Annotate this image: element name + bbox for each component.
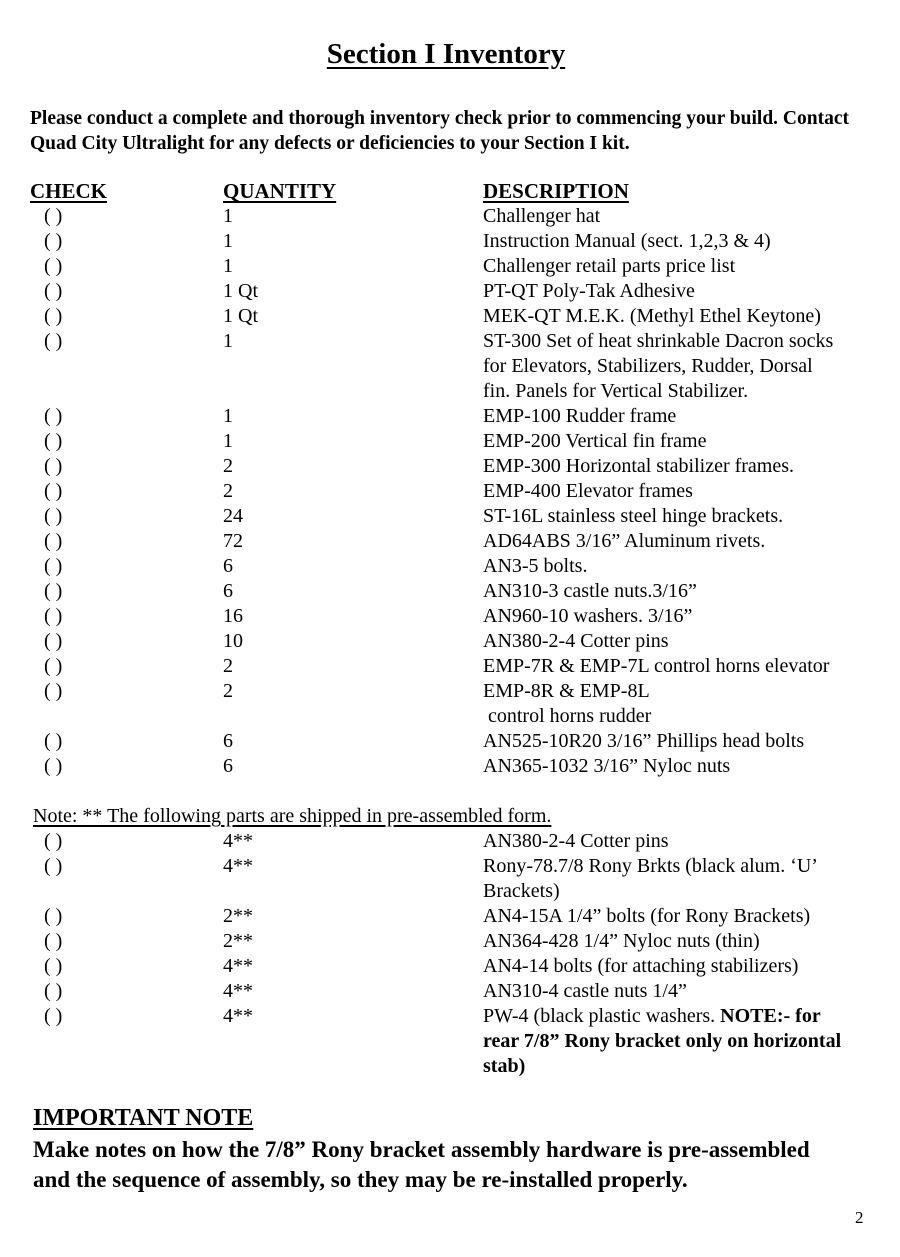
check-box[interactable]: ( ) xyxy=(44,280,63,302)
check-box[interactable]: ( ) xyxy=(44,580,63,602)
inventory-row xyxy=(0,654,900,679)
important-note-body: Make notes on how the 7/8” Rony bracket assembly hardware is pre-assembled and the sequence of assembly, so they may be re-installed properly. xyxy=(33,1137,810,1192)
inventory-row xyxy=(0,1004,900,1079)
header-quantity: QUANTITY xyxy=(223,179,337,203)
quantity: 2** xyxy=(223,930,253,952)
description-line: EMP-8R & EMP-8L xyxy=(483,680,650,702)
check-box[interactable]: ( ) xyxy=(44,480,63,502)
inventory-row xyxy=(0,329,900,404)
inventory-row xyxy=(0,579,900,604)
check-box[interactable]: ( ) xyxy=(44,680,63,702)
description: AN4-15A 1/4” bolts (for Rony Brackets) xyxy=(483,905,811,927)
inventory-row xyxy=(0,954,900,979)
description: ST-16L stainless steel hinge brackets. xyxy=(483,505,784,527)
description: AN525-10R20 3/16” Phillips head bolts xyxy=(483,730,805,752)
check-box[interactable]: ( ) xyxy=(44,230,63,252)
description xyxy=(483,679,883,729)
inventory-row xyxy=(0,279,900,304)
description: AN364-428 1/4” Nyloc nuts (thin) xyxy=(483,930,760,952)
quantity: 2 xyxy=(223,455,233,477)
check-box[interactable]: ( ) xyxy=(44,755,63,777)
description: AN380-2-4 Cotter pins xyxy=(483,630,669,652)
inventory-row xyxy=(0,604,900,629)
description: EMP-100 Rudder frame xyxy=(483,405,677,427)
inventory-row xyxy=(0,854,900,904)
description: Challenger hat xyxy=(483,205,601,227)
inventory-row xyxy=(0,429,900,454)
quantity: 2 xyxy=(223,655,233,677)
quantity: 1 xyxy=(223,255,233,277)
quantity: 1 xyxy=(223,205,233,227)
description: AN4-14 bolts (for attaching stabilizers) xyxy=(483,955,799,977)
inventory-row xyxy=(0,904,900,929)
quantity: 6 xyxy=(223,730,233,752)
quantity: 4** xyxy=(223,980,253,1002)
check-box[interactable]: ( ) xyxy=(44,730,63,752)
quantity: 2 xyxy=(223,680,233,702)
inventory-row xyxy=(0,679,900,729)
description: EMP-200 Vertical fin frame xyxy=(483,430,707,452)
quantity: 2 xyxy=(223,480,233,502)
check-box[interactable]: ( ) xyxy=(44,855,63,877)
check-box[interactable]: ( ) xyxy=(44,980,63,1002)
quantity: 4** xyxy=(223,955,253,977)
check-box[interactable]: ( ) xyxy=(44,455,63,477)
important-note-title: IMPORTANT NOTE xyxy=(33,1105,254,1131)
inventory-row xyxy=(0,204,900,229)
quantity: 10 xyxy=(223,630,243,652)
inventory-list xyxy=(0,204,900,779)
inventory-row xyxy=(0,754,900,779)
check-box[interactable]: ( ) xyxy=(44,505,63,527)
inventory-row xyxy=(0,229,900,254)
description-text: PW-4 (black plastic washers. xyxy=(483,1005,721,1027)
inventory-row xyxy=(0,529,900,554)
inventory-row xyxy=(0,554,900,579)
quantity: 72 xyxy=(223,530,243,552)
check-box[interactable]: ( ) xyxy=(44,430,63,452)
quantity: 1 xyxy=(223,430,233,452)
quantity: 6 xyxy=(223,555,233,577)
description: AN310-3 castle nuts.3/16” xyxy=(483,580,697,602)
description: AN365-1032 3/16” Nyloc nuts xyxy=(483,755,731,777)
quantity: 1 xyxy=(223,405,233,427)
check-box[interactable]: ( ) xyxy=(44,655,63,677)
description: AN3-5 bolts. xyxy=(483,555,588,577)
check-box[interactable]: ( ) xyxy=(44,305,63,327)
inventory-row xyxy=(0,479,900,504)
inventory-row xyxy=(0,454,900,479)
inventory-row xyxy=(0,729,900,754)
page-title: Section I Inventory xyxy=(326,38,566,70)
description: Challenger retail parts price list xyxy=(483,255,736,277)
description: EMP-300 Horizontal stabilizer frames. xyxy=(483,455,795,477)
preassembled-list xyxy=(0,829,900,1079)
inventory-row xyxy=(0,979,900,1004)
quantity: 4** xyxy=(223,855,253,877)
column-headers xyxy=(0,179,900,205)
description: Rony-78.7/8 Rony Brkts (black alum. ‘U’ Brackets) xyxy=(483,855,817,902)
inventory-row xyxy=(0,504,900,529)
description: AD64ABS 3/16” Aluminum rivets. xyxy=(483,530,766,552)
quantity: 4** xyxy=(223,830,253,852)
check-box[interactable]: ( ) xyxy=(44,530,63,552)
description: EMP-400 Elevator frames xyxy=(483,480,693,502)
quantity: 6 xyxy=(223,580,233,602)
inventory-row xyxy=(0,929,900,954)
check-box[interactable]: ( ) xyxy=(44,830,63,852)
inventory-row xyxy=(0,254,900,279)
check-box[interactable]: ( ) xyxy=(44,905,63,927)
quantity: 24 xyxy=(223,505,243,527)
quantity: 1 Qt xyxy=(223,305,258,327)
description: AN380-2-4 Cotter pins xyxy=(483,830,669,852)
quantity: 16 xyxy=(223,605,243,627)
description-line: control horns rudder xyxy=(483,705,652,727)
check-box[interactable]: ( ) xyxy=(44,330,63,352)
description: EMP-7R & EMP-7L control horns elevator xyxy=(483,655,830,677)
description: AN310-4 castle nuts 1/4” xyxy=(483,980,687,1002)
inventory-row xyxy=(0,629,900,654)
description: MEK-QT M.E.K. (Methyl Ethel Keytone) xyxy=(483,305,821,327)
description: PT-QT Poly-Tak Adhesive xyxy=(483,280,695,302)
quantity: 1 xyxy=(223,330,233,352)
quantity: 2** xyxy=(223,905,253,927)
check-box[interactable]: ( ) xyxy=(44,1005,63,1027)
quantity: 6 xyxy=(223,755,233,777)
check-box[interactable]: ( ) xyxy=(44,930,63,952)
description: Instruction Manual (sect. 1,2,3 & 4) xyxy=(483,230,771,252)
check-box[interactable]: ( ) xyxy=(44,630,63,652)
header-check: CHECK xyxy=(30,179,108,203)
description xyxy=(483,1004,858,1079)
header-description: DESCRIPTION xyxy=(483,179,629,203)
check-box[interactable]: ( ) xyxy=(44,955,63,977)
inventory-row xyxy=(0,404,900,429)
quantity: 4** xyxy=(223,1005,253,1027)
quantity: 1 Qt xyxy=(223,280,258,302)
check-box[interactable]: ( ) xyxy=(44,555,63,577)
check-box[interactable]: ( ) xyxy=(44,205,63,227)
quantity: 1 xyxy=(223,230,233,252)
page-number: 2 xyxy=(855,1208,864,1227)
check-box[interactable]: ( ) xyxy=(44,405,63,427)
intro-paragraph: Please conduct a complete and thorough inventory check prior to commencing your build. Contact Quad City Ultralight for any defects or deficiencies to your Section I kit. xyxy=(30,108,849,154)
preassembled-note: Note: ** The following parts are shipped in pre-assembled form. xyxy=(33,805,552,827)
inventory-row xyxy=(0,829,900,854)
check-box[interactable]: ( ) xyxy=(44,605,63,627)
description: ST-300 Set of heat shrinkable Dacron socks for Elevators, Stabilizers, Rudder, Dorsal fin. Panels for Vertical Stabilizer. xyxy=(483,330,834,402)
inventory-row xyxy=(0,304,900,329)
description: AN960-10 washers. 3/16” xyxy=(483,605,693,627)
check-box[interactable]: ( ) xyxy=(44,255,63,277)
description-bold-note: NOTE:- for rear 7/8” Rony bracket only on horizontal stab) xyxy=(483,1005,842,1077)
